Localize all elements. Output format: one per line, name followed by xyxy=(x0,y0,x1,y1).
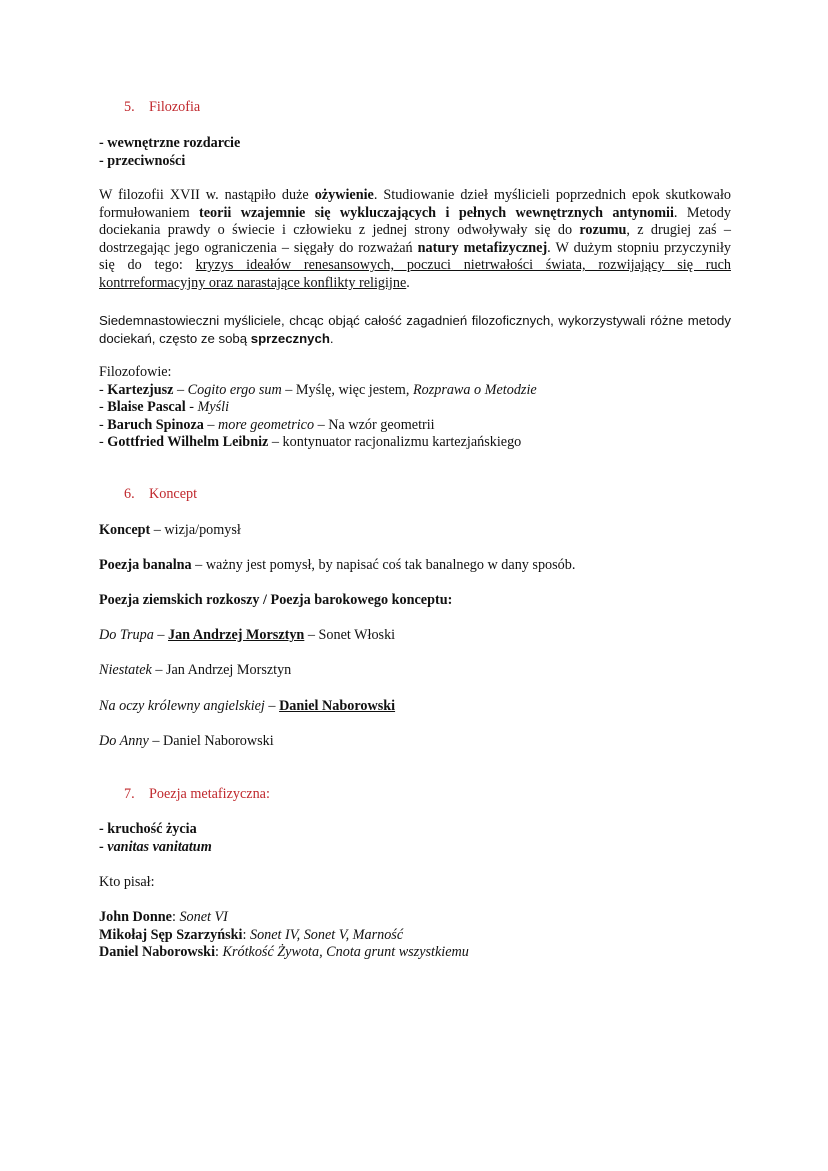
bullet-list xyxy=(99,135,731,170)
philosophers-list xyxy=(99,364,731,452)
who-label: Kto pisał: xyxy=(99,874,155,890)
underlined-causes: kryzys ideałów renesansowych, poczuci nietrwałości świata, rozwijający się ruch kontrreformacyjny oraz narastające konflikty religijne xyxy=(99,257,731,291)
paragraph-myśliciele: Siedemnastowieczni myśliciele, chcąc objąć całość zagadnień filozoficznych, wykorzystywali różne metody dociekań, często ze sobą sprzecznych. xyxy=(99,313,731,346)
bullet-item: - vanitas vanitatum xyxy=(99,838,212,855)
section-title: Filozofia xyxy=(149,99,201,115)
authors-list xyxy=(99,909,731,962)
section-number: 7. xyxy=(124,786,135,802)
philosopher-item: - Kartezjusz – Cogito ergo sum – Myślę, więc jestem, Rozprawa o Metodzie xyxy=(99,381,537,398)
section-heading-poezja-metafizyczna xyxy=(124,786,756,804)
bullet-list xyxy=(99,821,731,856)
philosopher-item: - Gottfried Wilhelm Leibniz – kontynuator racjonalizmu kartezjańskiego xyxy=(99,434,522,451)
author-item: Mikołaj Sęp Szarzyński: Sonet IV, Sonet V, Marność xyxy=(99,926,404,943)
section-title: Poezja metafizyczna: xyxy=(149,786,270,802)
section-heading-koncept xyxy=(124,486,756,504)
work-item: Do Anny – Daniel Naborowski xyxy=(99,733,274,749)
philosopher-item: - Baruch Spinoza – more geometrico – Na wzór geometrii xyxy=(99,416,435,433)
paragraph-filozofia-intro: W filozofii XVII w. nastąpiło duże ożywienie. Studiowanie dzieł myślicieli poprzednich epok skutkowało formułowaniem teorii wzajemnie się wykluczających i pełnych wewnętrznych antynomii. Metody dociekania prawdy o świecie i człowieku z jednej strony odwoływały się do rozumu, z drugiej zaś – dostrzegając jego ograniczenia – sięgały do rozważań natury metafizycznej. W dużym stopniu przyczyniły się do tego: kryzys ideałów renesansowych, poczuci nietrwałości świata, rozwijający się ruch kontrreformacyjny oraz narastające konflikty religijne. xyxy=(99,187,731,291)
philosophers-label: Filozofowie: xyxy=(99,364,172,380)
poezja-banalna-definition: Poezja banalna – ważny jest pomysł, by napisać coś tak banalnego w dany sposób. xyxy=(99,557,576,573)
work-item: Do Trupa – Jan Andrzej Morsztyn – Sonet Włoski xyxy=(99,627,396,643)
koncept-definition: Koncept – wizja/pomysł xyxy=(99,522,241,538)
subsection-title: Poezja ziemskich rozkoszy / Poezja barokowego konceptu: xyxy=(99,592,453,608)
section-title: Koncept xyxy=(149,486,198,502)
work-item: Na oczy królewny angielskiej – Daniel Naborowski xyxy=(99,698,396,714)
bullet-item: - kruchość życia xyxy=(99,821,197,837)
section-number: 5. xyxy=(124,99,135,115)
section-number: 6. xyxy=(124,486,135,502)
bullet-item: - przeciwności xyxy=(99,152,186,169)
author-item: Daniel Naborowski: Krótkość Żywota, Cnota grunt wszystkiemu xyxy=(99,944,469,961)
bullet-item: - wewnętrzne rozdarcie xyxy=(99,135,241,151)
author-item: John Donne: Sonet VI xyxy=(99,909,228,925)
philosopher-item: - Blaise Pascal - Myśli xyxy=(99,399,230,416)
section-heading-filozofia xyxy=(124,99,756,117)
work-item: Niestatek – Jan Andrzej Morsztyn xyxy=(99,662,292,678)
